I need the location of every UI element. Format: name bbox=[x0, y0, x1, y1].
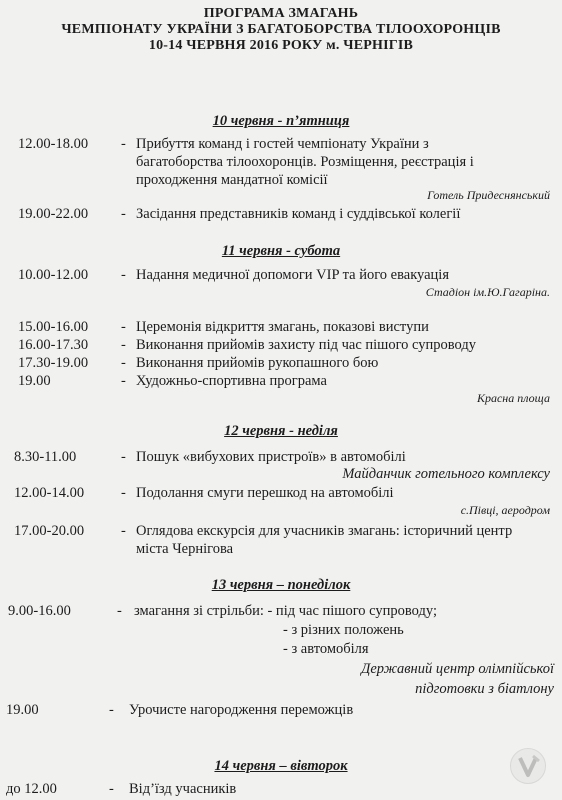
event-dash: - bbox=[121, 136, 126, 152]
logo-mark-icon bbox=[511, 749, 545, 783]
day-heading-4: 13 червня – понеділок bbox=[211, 577, 351, 593]
event-time: 9.00-16.00 bbox=[8, 603, 71, 619]
event-venue: Красна площа bbox=[477, 391, 550, 405]
event-dash: - bbox=[121, 523, 126, 539]
event-time: 12.00-18.00 bbox=[18, 136, 89, 152]
event-time: 12.00-14.00 bbox=[14, 485, 85, 501]
event-venue: Стадіон ім.Ю.Гагаріна. bbox=[425, 285, 550, 299]
event-time: 19.00 bbox=[6, 702, 39, 718]
event-dash: - bbox=[121, 337, 126, 353]
event-time: 17.00-20.00 bbox=[14, 523, 85, 539]
event-venue: підготовки з біатлону bbox=[415, 681, 554, 697]
event-time: 8.30-11.00 bbox=[14, 449, 77, 465]
event-desc: Подолання смуги перешкод на автомобілі bbox=[136, 485, 394, 501]
event-venue: Готель Придеснянський bbox=[427, 188, 550, 202]
doc-title-line3: 10-14 ЧЕРВНЯ 2016 РОКУ м. ЧЕРНІГІВ bbox=[148, 38, 414, 53]
day-heading-2: 11 червня - субота bbox=[221, 243, 341, 259]
event-desc: Пошук «вибухових пристроїв» в автомобілі bbox=[136, 449, 406, 465]
event-time: 15.00-16.00 bbox=[18, 319, 89, 335]
event-desc: Прибуття команд і гостей чемпіонату України з bbox=[136, 136, 429, 152]
event-dash: - bbox=[117, 603, 122, 619]
event-time: 16.00-17.30 bbox=[18, 337, 89, 353]
day-heading-5: 14 червня – вівторок bbox=[214, 758, 348, 774]
event-dash: - bbox=[121, 319, 126, 335]
event-dash: - bbox=[121, 206, 126, 222]
day-heading-3: 12 червня - неділя bbox=[224, 423, 338, 439]
event-desc: Від’їзд учасників bbox=[129, 781, 237, 797]
event-dash: - bbox=[109, 781, 114, 797]
event-desc: Надання медичної допомоги VIP та його евакуація bbox=[136, 267, 449, 283]
event-desc: Виконання прийомів рукопашного бою bbox=[136, 355, 379, 371]
event-venue: с.Півці, аеродром bbox=[460, 503, 550, 517]
event-desc: міста Чернігова bbox=[136, 541, 234, 557]
event-desc: Засідання представників команд і суддівської колегії bbox=[136, 206, 461, 222]
event-desc: Урочисте нагородження переможців bbox=[129, 702, 354, 718]
event-time: 10.00-12.00 bbox=[18, 267, 89, 283]
day-heading-1: 10 червня - п’ятниця bbox=[212, 113, 350, 129]
event-desc: змагання зі стрільби: - під час пішого супроводу; bbox=[134, 603, 437, 619]
event-venue: Майданчик готельного комплексу bbox=[342, 466, 550, 482]
event-desc: Виконання прийомів захисту під час пішого супроводу bbox=[136, 337, 477, 353]
doc-title-line2: ЧЕМПІОНАТУ УКРАЇНИ З БАГАТОБОРСТВА ТІЛООХОРОНЦІВ bbox=[61, 22, 501, 37]
doc-title-line1: ПРОГРАМА ЗМАГАНЬ bbox=[203, 6, 359, 21]
event-dash: - bbox=[121, 267, 126, 283]
event-desc: Церемонія відкриття змагань, показові виступи bbox=[136, 319, 429, 335]
event-desc: - з різних положень bbox=[283, 622, 404, 638]
event-desc: - з автомобіля bbox=[283, 641, 369, 657]
watermark-logo-icon bbox=[510, 748, 546, 784]
event-desc: проходження мандатної комісії bbox=[136, 172, 328, 188]
event-desc: багатоборства тілоохоронців. Розміщення, реєстрація і bbox=[136, 154, 474, 170]
event-venue: Державний центр олімпійської bbox=[361, 661, 554, 677]
event-dash: - bbox=[109, 702, 114, 718]
event-desc: Оглядова екскурсія для учасників змагань: історичний центр bbox=[136, 523, 513, 539]
event-time: 19.00-22.00 bbox=[18, 206, 89, 222]
event-dash: - bbox=[121, 355, 126, 371]
event-time: до 12.00 bbox=[6, 781, 57, 797]
event-desc: Художньо-спортивна програма bbox=[136, 373, 327, 389]
event-dash: - bbox=[121, 485, 126, 501]
event-time: 19.00 bbox=[18, 373, 51, 389]
event-dash: - bbox=[121, 373, 126, 389]
event-time: 17.30-19.00 bbox=[18, 355, 89, 371]
event-dash: - bbox=[121, 449, 126, 465]
